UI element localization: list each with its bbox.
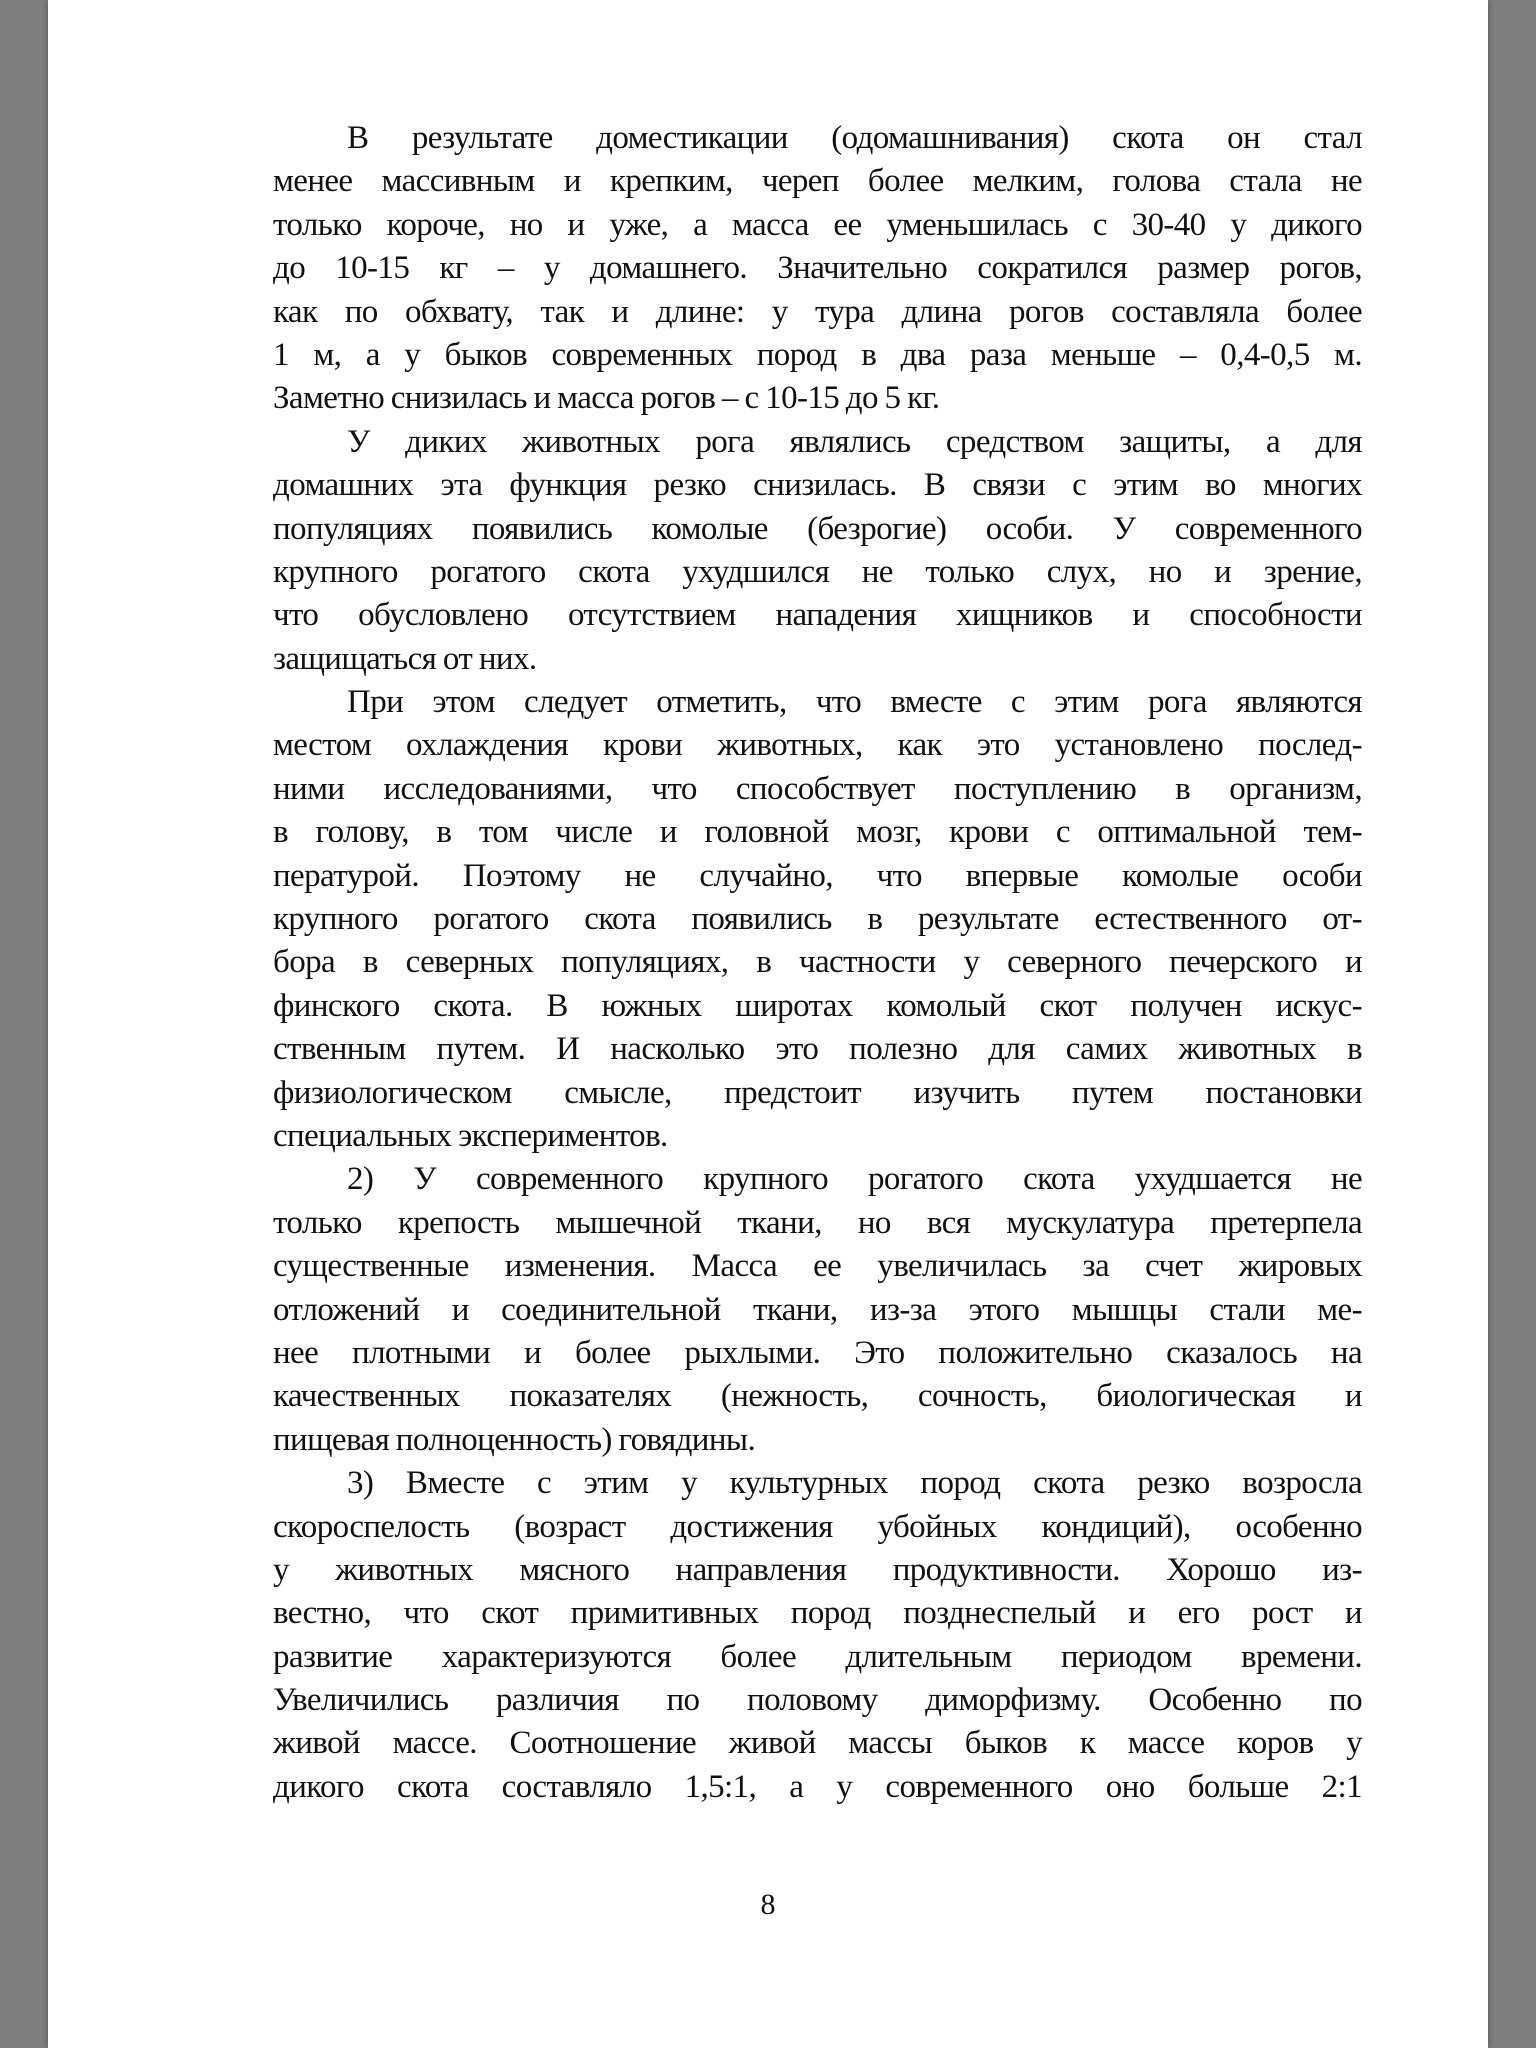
text-line: менее массивным и крепким, череп более мелким, голова стала не <box>273 163 1362 200</box>
text-line: крупного рогатого скота ухудшился не только слух, но и зрение, <box>273 553 1362 590</box>
text-line: финского скота. В южных широтах комолый скот получен искус- <box>273 987 1362 1024</box>
text-line: что обусловлено отсутствием нападения хищников и способности <box>273 597 1362 634</box>
text-line: 1 м, а у быков современных пород в два раза меньше – 0,4-0,5 м. <box>273 336 1362 373</box>
page-number: 8 <box>760 1888 776 1921</box>
text-line: у животных мясного направления продуктивности. Хорошо из- <box>273 1551 1362 1588</box>
text-line: нее плотными и более рыхлыми. Это положительно сказалось на <box>273 1334 1362 1371</box>
text-line: Увеличились различия по половому диморфизму. Особенно по <box>273 1682 1362 1719</box>
text-line: крупного рогатого скота появились в результате естественного от- <box>273 901 1362 938</box>
text-line: только крепость мышечной ткани, но вся мускулатура претерпела <box>273 1204 1362 1241</box>
paragraph <box>273 117 1362 421</box>
text-line: только короче, но и уже, а масса ее уменьшилась с 30-40 у дикого <box>273 206 1362 243</box>
text-line: вестно, что скот примитивных пород позднеспелый и его рост и <box>273 1595 1362 1632</box>
text-line: популяциях появились комолые (безрогие) особи. У современного <box>273 510 1362 547</box>
paragraph <box>273 681 1362 1158</box>
text-line: В результате доместикации (одомашнивания) скота он стал <box>347 120 1362 156</box>
text-line: скороспелость (возраст достижения убойных кондиций), особенно <box>273 1508 1362 1545</box>
text-line: домашних эта функция резко снизилась. В связи с этим во многих <box>273 467 1362 504</box>
text-line: У диких животных рога являлись средством защиты, а для <box>347 423 1362 460</box>
text-line: бора в северных популяциях, в частности у северного печерского и <box>273 944 1362 981</box>
paragraph <box>273 1158 1362 1462</box>
text-line: ними исследованиями, что способствует поступлению в организм, <box>273 770 1362 807</box>
text-line: местом охлаждения крови животных, как это установлено послед- <box>273 727 1362 764</box>
text-line: дикого скота составляло 1,5:1, а у современного оно больше 2:1 <box>273 1768 1362 1805</box>
document-page <box>48 0 1488 2048</box>
text-line: При этом следует отметить, что вместе с этим рога являются <box>347 684 1362 721</box>
paragraph <box>273 1462 1362 1809</box>
text-line: физиологическом смысле, предстоит изучить путем постановки <box>273 1074 1362 1111</box>
text-line: существенные изменения. Масса ее увеличилась за счет жировых <box>273 1248 1362 1285</box>
text-line: защищаться от них. <box>273 640 537 677</box>
text-line: как по обхвату, так и длине: у тура длина рогов составляла более <box>273 293 1362 330</box>
text-line: развитие характеризуются более длительным периодом времени. <box>273 1638 1362 1675</box>
text-line: отложений и соединительной ткани, из-за этого мышцы стали ме- <box>273 1291 1362 1328</box>
text-line: Заметно снизилась и масса рогов – с 10-15 до 5 кг. <box>273 380 940 417</box>
paragraph <box>273 421 1362 681</box>
text-line: до 10-15 кг – у домашнего. Значительно сократился размер рогов, <box>273 250 1362 287</box>
text-line: 3) Вместе с этим у культурных пород скота резко возросла <box>347 1465 1362 1502</box>
text-line: живой массе. Соотношение живой массы быков к массе коров у <box>273 1725 1362 1762</box>
body-text <box>273 117 1362 1809</box>
text-line: ственным путем. И насколько это полезно для самих животных в <box>273 1031 1362 1068</box>
text-line: 2) У современного крупного рогатого скота ухудшается не <box>347 1161 1362 1198</box>
text-line: специальных экспериментов. <box>273 1117 668 1154</box>
text-line: качественных показателях (нежность, сочность, биологическая и <box>273 1378 1362 1415</box>
text-line: пературой. Поэтому не случайно, что впервые комолые особи <box>273 857 1362 894</box>
text-line: в голову, в том числе и головной мозг, крови с оптимальной тем- <box>273 814 1362 851</box>
text-line: пищевая полноценность) говядины. <box>273 1421 756 1458</box>
